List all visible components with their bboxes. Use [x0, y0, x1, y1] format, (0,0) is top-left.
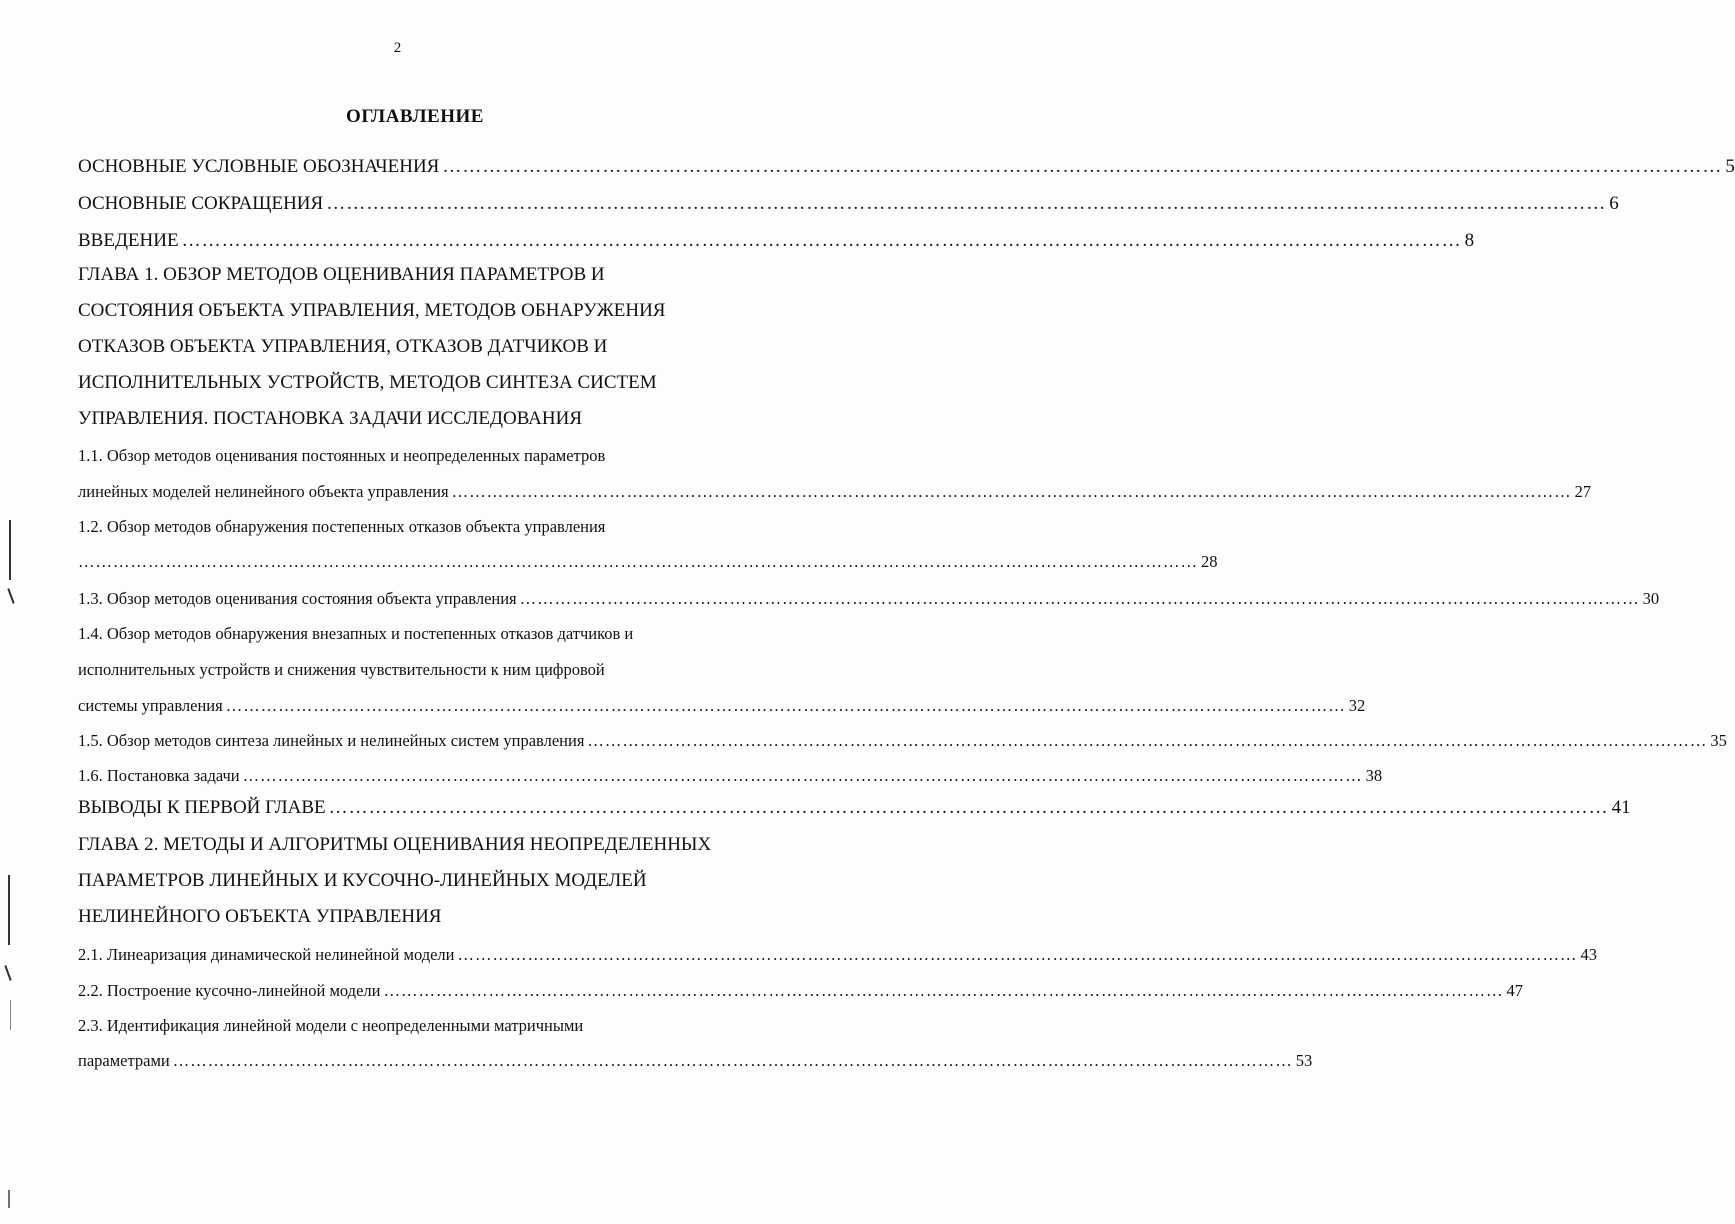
toc-leader-dots: …………………………………………………………………………………………………………………………………………………………………………	[383, 981, 1504, 1000]
toc-leader-dots: …………………………………………………………………………………………………………………………………………………………………………	[242, 766, 1363, 785]
chapter-2-heading-line[interactable]: ГЛАВА 2. МЕТОДЫ И АЛГОРИТМЫ ОЦЕНИВАНИЯ НЕОПРЕДЕЛЕННЫХ	[78, 834, 712, 855]
scan-artifact	[8, 875, 10, 945]
toc-entry-1-5[interactable]	[78, 731, 1727, 751]
toc-page-number: 35	[1710, 731, 1727, 750]
toc-page-number: 47	[1506, 981, 1523, 1000]
chapter-1-heading-line[interactable]: ГЛАВА 1. ОБЗОР МЕТОДОВ ОЦЕНИВАНИЯ ПАРАМЕТРОВ И	[78, 264, 605, 285]
toc-entry-2-3-line[interactable]: 2.3. Идентификация линейной модели с неопределенными матричными	[78, 1016, 584, 1035]
toc-entry-2-1[interactable]	[78, 945, 1597, 965]
toc-leader-dots: …………………………………………………………………………………………………………………………………………………………………………	[225, 696, 1346, 715]
toc-leader-dots: …………………………………………………………………………………………………………………………………………………………………………	[587, 731, 1708, 750]
chapter-2-heading-line[interactable]: НЕЛИНЕЙНОГО ОБЪЕКТА УПРАВЛЕНИЯ	[78, 906, 442, 927]
toc-leader-dots: …………………………………………………………………………………………………………………………………………………………………………	[172, 1051, 1293, 1070]
toc-entry-notations[interactable]	[78, 156, 1735, 178]
toc-entry-1-3[interactable]	[78, 589, 1660, 609]
toc-leader-dots: …………………………………………………………………………………………………………………………………………………………………………	[457, 945, 1578, 964]
toc-entry-text: 2.1. Линеаризация динамической нелинейной модели	[78, 945, 455, 964]
toc-entry-text: 1.6. Постановка задачи	[78, 766, 240, 785]
toc-page-number: 38	[1365, 766, 1383, 785]
toc-entry-conclusions-1[interactable]	[78, 797, 1631, 819]
toc-entry-1-4-line[interactable]: исполнительных устройств и снижения чувствительности к ним цифровой	[78, 660, 605, 679]
toc-leader-dots: …………………………………………………………………………………………………………………………………………………………………………	[181, 230, 1462, 251]
toc-page-number: 32	[1348, 696, 1366, 715]
toc-page-number: 8	[1464, 230, 1475, 251]
toc-entry-text: ВВЕДЕНИЕ	[78, 230, 179, 251]
toc-page-number: 30	[1642, 589, 1660, 608]
toc-entry-1-1[interactable]	[78, 482, 1592, 502]
toc-entry-2-3[interactable]	[78, 1051, 1313, 1071]
chapter-1-heading-line[interactable]: СОСТОЯНИЯ ОБЪЕКТА УПРАВЛЕНИЯ, МЕТОДОВ ОБНАРУЖЕНИЯ	[78, 300, 666, 321]
toc-page-number: 28	[1201, 552, 1218, 571]
toc-entry-1-2-line[interactable]: 1.2. Обзор методов обнаружения постепенных отказов объекта управления	[78, 517, 606, 536]
page-title: ОГЛАВЛЕНИЕ	[346, 106, 484, 127]
toc-entry-text: ОСНОВНЫЕ УСЛОВНЫЕ ОБОЗНАЧЕНИЯ	[78, 156, 440, 177]
scan-artifact	[9, 520, 11, 580]
toc-page-number: 43	[1580, 945, 1597, 964]
toc-leader-dots: …………………………………………………………………………………………………………………………………………………………………………	[442, 156, 1723, 177]
toc-page-number: 6	[1609, 193, 1619, 214]
toc-leader-dots: …………………………………………………………………………………………………………………………………………………………………………	[451, 482, 1572, 501]
toc-entry-text: ВЫВОДЫ К ПЕРВОЙ ГЛАВЕ	[78, 797, 326, 818]
toc-entry-abbreviations[interactable]	[78, 193, 1619, 215]
toc-entry-text: 2.2. Построение кусочно-линейной модели	[78, 981, 381, 1000]
toc-entry-text: ОСНОВНЫЕ СОКРАЩЕНИЯ	[78, 193, 324, 214]
toc-leader-dots: …………………………………………………………………………………………………………………………………………………………………………	[326, 193, 1607, 214]
toc-entry-1-4-line[interactable]: 1.4. Обзор методов обнаружения внезапных и постепенных отказов датчиков и	[78, 624, 634, 643]
page-number: 2	[393, 40, 402, 56]
chapter-1-heading-line[interactable]: УПРАВЛЕНИЯ. ПОСТАНОВКА ЗАДАЧИ ИССЛЕДОВАНИЯ	[78, 408, 583, 429]
toc-entry-text: системы управления	[78, 696, 223, 715]
toc-entry-text: 1.3. Обзор методов оценивания состояния объекта управления	[78, 589, 517, 608]
chapter-1-heading-line[interactable]: ОТКАЗОВ ОБЪЕКТА УПРАВЛЕНИЯ, ОТКАЗОВ ДАТЧИКОВ И	[78, 336, 608, 357]
scan-artifact	[8, 1190, 10, 1208]
toc-leader-dots: …………………………………………………………………………………………………………………………………………………………………………	[519, 589, 1640, 608]
scan-artifact	[7, 588, 14, 604]
toc-entry-2-2[interactable]	[78, 981, 1523, 1001]
toc-entry-text: линейных моделей нелинейного объекта управления	[78, 482, 449, 501]
scan-artifact	[10, 1000, 11, 1030]
toc-leader-dots: …………………………………………………………………………………………………………………………………………………………………………	[328, 797, 1609, 818]
toc-entry-1-2[interactable]	[78, 552, 1218, 572]
toc-page-number: 53	[1295, 1051, 1313, 1070]
toc-page-number: 5	[1725, 156, 1735, 177]
scan-artifact	[4, 965, 11, 981]
chapter-1-heading-line[interactable]: ИСПОЛНИТЕЛЬНЫХ УСТРОЙСТВ, МЕТОДОВ СИНТЕЗА СИСТЕМ	[78, 372, 657, 393]
toc-entry-text: параметрами	[78, 1051, 170, 1070]
toc-entry-1-1-line[interactable]: 1.1. Обзор методов оценивания постоянных и неопределенных параметров	[78, 446, 606, 465]
toc-entry-introduction[interactable]	[78, 230, 1475, 252]
toc-entry-1-6[interactable]	[78, 766, 1383, 786]
toc-leader-dots: …………………………………………………………………………………………………………………………………………………………………………	[78, 552, 1198, 571]
toc-entry-text: 1.5. Обзор методов синтеза линейных и нелинейных систем управления	[78, 731, 585, 750]
chapter-2-heading-line[interactable]: ПАРАМЕТРОВ ЛИНЕЙНЫХ И КУСОЧНО-ЛИНЕЙНЫХ МОДЕЛЕЙ	[78, 870, 647, 891]
toc-page-number: 27	[1574, 482, 1592, 501]
toc-entry-1-4[interactable]	[78, 696, 1366, 716]
toc-page-number: 41	[1611, 797, 1631, 818]
